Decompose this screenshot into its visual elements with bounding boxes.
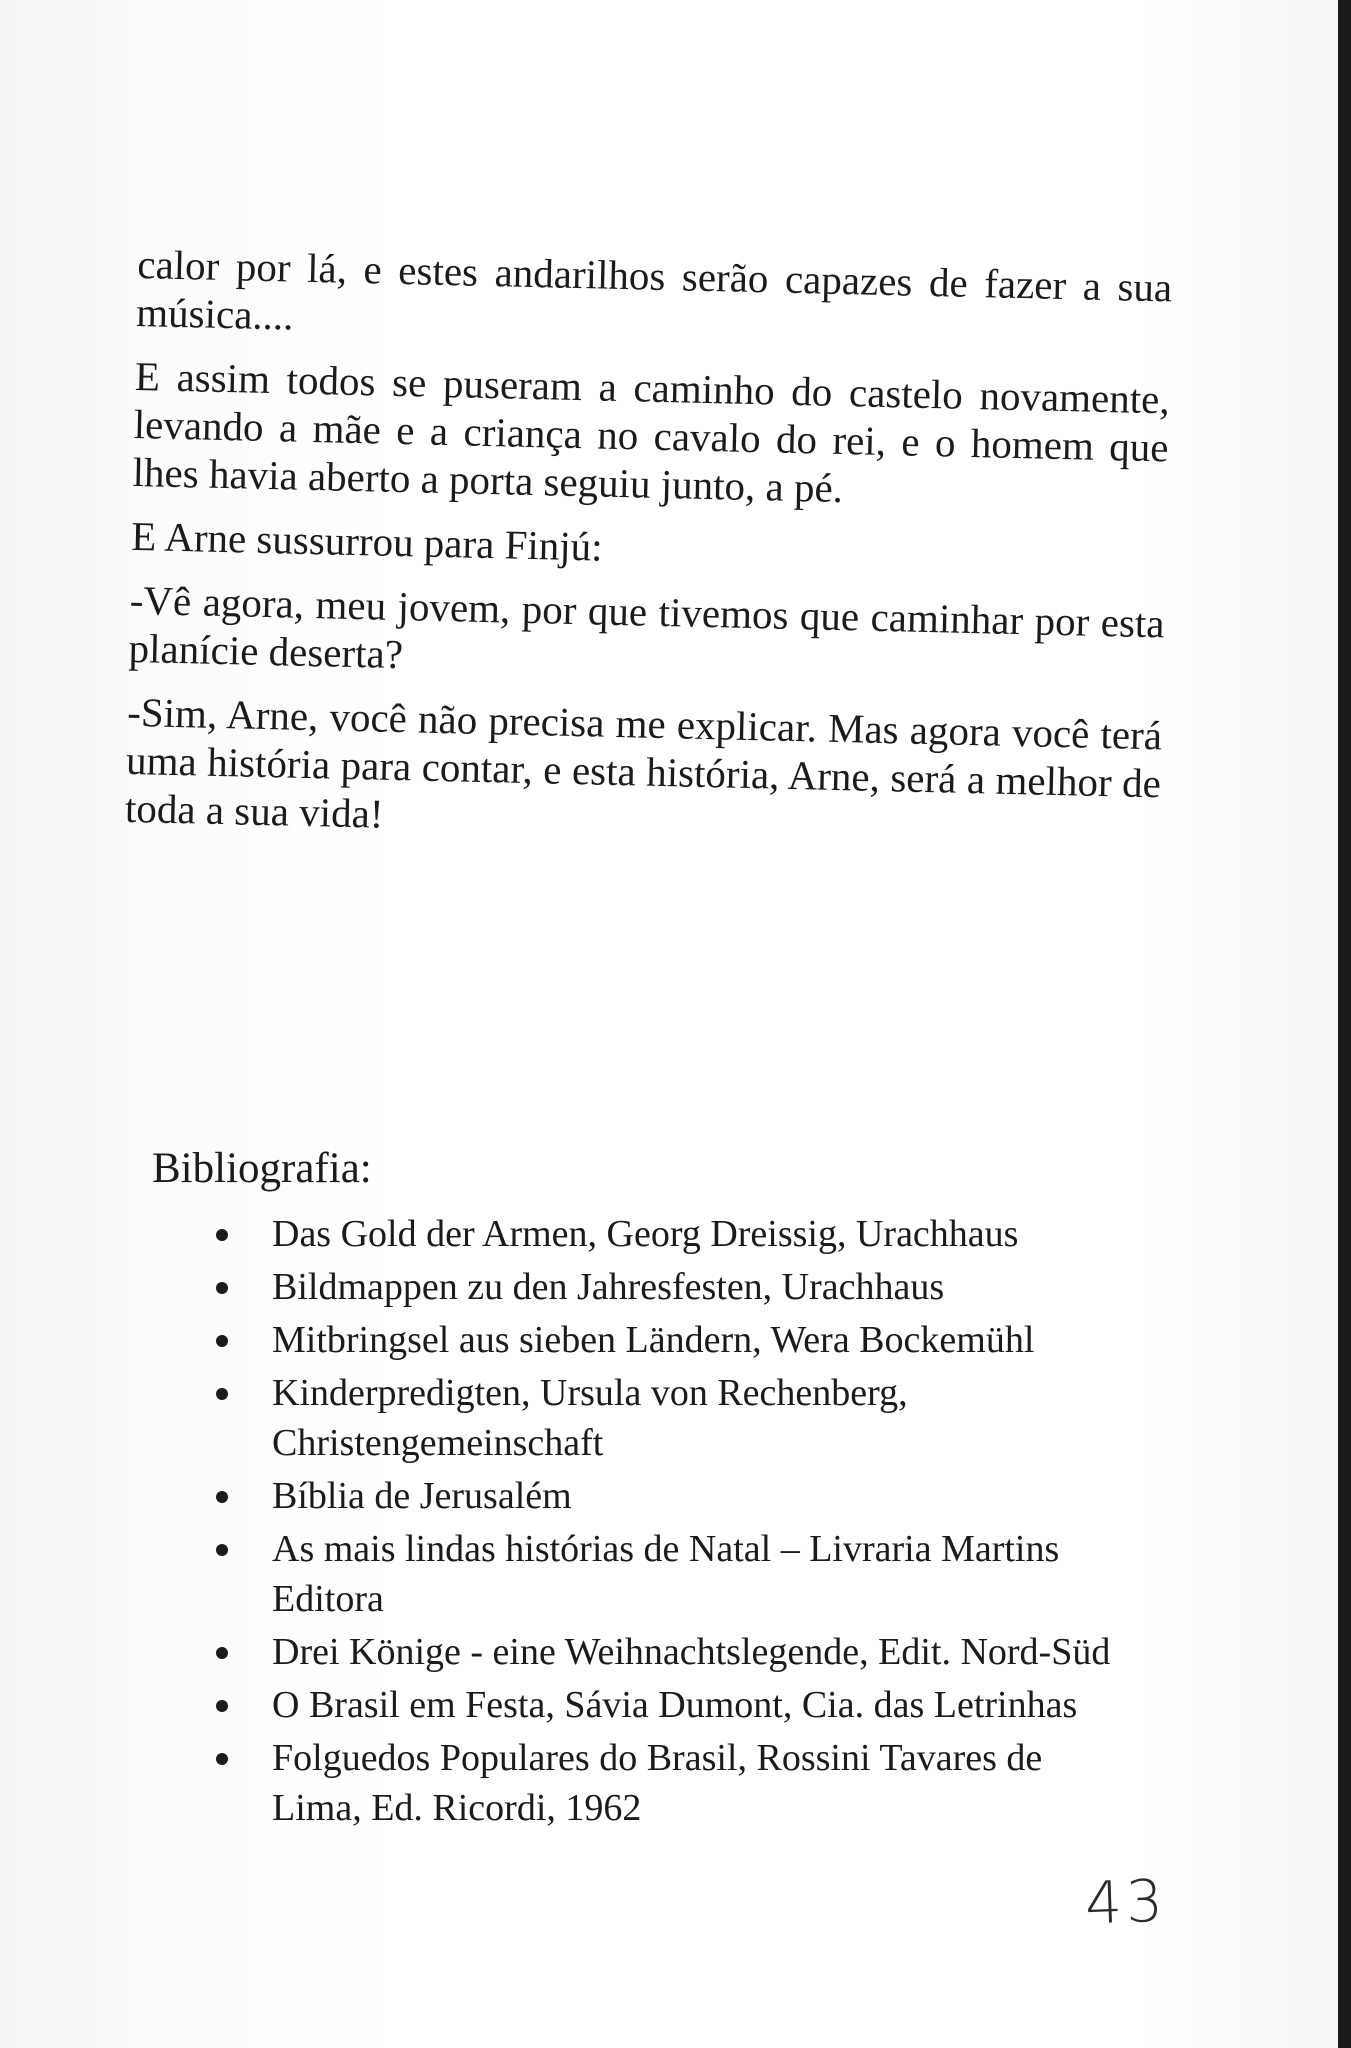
bibliography-title: Bibliografia: (152, 1145, 372, 1192)
bibliography-item-text: Das Gold der Armen, Georg Dreissig, Urachhaus (272, 1213, 1019, 1255)
bibliography-item-text: O Brasil em Festa, Sávia Dumont, Cia. das Letrinhas (272, 1684, 1078, 1726)
bullet-icon (216, 1229, 228, 1241)
bibliography-item-text-continued: Lima, Ed. Ricordi, 1962 (272, 1787, 642, 1829)
story-text (124, 240, 1173, 871)
bibliography-item (152, 1471, 1212, 1521)
bibliography-item-text-continued: Christengemeinschaft (272, 1422, 604, 1464)
story-paragraph: calor por lá, e estes andarilhos serão capazes de fazer a sua música.... (135, 240, 1173, 339)
bibliography-item-text: Folguedos Populares do Brasil, Rossini Tavares de (272, 1737, 1043, 1779)
bibliography-item (152, 1209, 1212, 1259)
bibliography-item-text-continued: Editora (272, 1578, 384, 1620)
bibliography-item (152, 1680, 1212, 1730)
bullet-icon (216, 1335, 228, 1347)
bullet-icon (216, 1282, 228, 1294)
bullet-icon (216, 1647, 228, 1659)
bullet-icon (216, 1753, 228, 1765)
bibliography-item-text: Bildmappen zu den Jahresfesten, Urachhaus (272, 1266, 945, 1308)
page-number: 43 (1083, 1866, 1168, 1938)
story-paragraph: -Vê agora, meu jovem, por que tivemos que caminhar por esta planície deserta? (128, 576, 1166, 678)
page-edge-shadow (1338, 0, 1351, 2048)
bibliography-item (152, 1733, 1212, 1833)
bibliography-item-text: As mais lindas histórias de Natal – Livraria Martins (272, 1528, 1060, 1570)
bullet-icon (216, 1491, 228, 1503)
bibliography-section (152, 1143, 1212, 1836)
story-paragraph: E assim todos se puseram a caminho do castelo novamente, levando a mãe e a criança no cavalo do rei, e o homem que lhes havia aberto a porta seguiu junto, a pé. (132, 352, 1171, 512)
bibliography-item (152, 1368, 1212, 1468)
bibliography-item-text: Mitbringsel aus sieben Ländern, Wera Bockemühl (272, 1319, 1035, 1361)
bibliography-item-text: Kinderpredigten, Ursula von Rechenberg, (272, 1372, 908, 1414)
bullet-icon (216, 1544, 228, 1556)
bullet-icon (216, 1700, 228, 1712)
bibliography-item (152, 1627, 1212, 1677)
bibliography-item (152, 1524, 1212, 1624)
story-paragraph: E Arne sussurrou para Finjú: (130, 512, 604, 570)
bibliography-item (152, 1315, 1212, 1365)
bullet-icon (216, 1388, 228, 1400)
bibliography-item-text: Drei Könige - eine Weihnachtslegende, Edit. Nord-Süd (272, 1631, 1111, 1673)
bibliography-list (152, 1209, 1212, 1833)
bibliography-item-text: Bíblia de Jerusalém (272, 1475, 572, 1517)
story-paragraph: -Sim, Arne, você não precisa me explicar. Mas agora você terá uma história para contar, e esta história, Arne, será a melhor de toda a sua vida! (124, 688, 1163, 837)
bibliography-item (152, 1262, 1212, 1312)
